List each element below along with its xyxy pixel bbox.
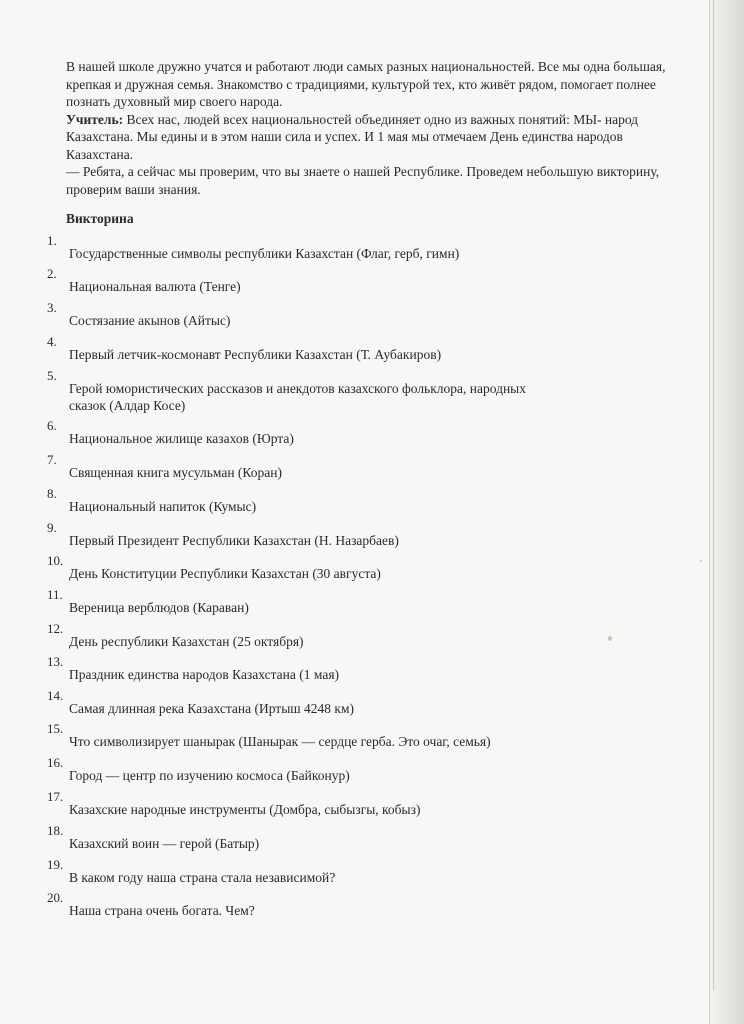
quiz-item-text: Первый Президент Республики Казахстан (Н. Назарбаев) [69, 533, 399, 548]
quiz-item-number: 12. [47, 621, 64, 636]
quiz-item-text: Священная книга мусульман (Коран) [69, 465, 282, 480]
teacher-text: Всех нас, людей всех национальностей объединяет одно из важных понятий: МЫ- народ Казахстана. Мы едины и в этом наши сила и успех. И 1 мая мы отмечаем День единства народов Казахстана. [66, 111, 639, 162]
quiz-item-text: Государственные символы республики Казахстан (Флаг, герб, гимн) [69, 246, 460, 261]
quiz-item-text: Город — центр по изучению космоса (Байконур) [69, 768, 350, 783]
quiz-item-text: Что символизирует шанырак (Шанырак — сердце герба. Это очаг, семья) [69, 734, 491, 749]
quiz-item-number: 2. [47, 266, 57, 281]
quiz-item-text: Самая длинная река Казахстана (Иртыш 4248 км) [69, 701, 355, 716]
quiz-intro-paragraph: — Ребята, а сейчас мы проверим, что вы знаете о нашей Республике. Проведем небольшую викторину, проверим ваши знания. [66, 164, 660, 197]
quiz-item-text: Праздник единства народов Казахстана (1 мая) [69, 667, 340, 682]
intro-paragraph: В нашей школе дружно учатся и работают люди самых разных национальностей. Все мы одна большая, крепкая и дружная семья. Знакомство с традициями, культурой тех, кто живёт рядом, помогает полнее познать духовный мир своего народа. [66, 59, 666, 109]
quiz-item-number: 4. [47, 334, 57, 349]
quiz-item-text: День Конституции Республики Казахстан (30 августа) [69, 566, 381, 581]
quiz-item-number: 5. [47, 368, 57, 383]
quiz-item-text: Герой юмористических рассказов и анекдотов казахского фольклора, народных сказок (Алдар Косе) [69, 381, 526, 413]
teacher-paragraph [66, 111, 676, 164]
quiz-item-number: 3. [47, 300, 57, 315]
quiz-item-number: 17. [47, 789, 64, 804]
quiz-item-text: Национальный напиток (Кумыс) [69, 499, 257, 514]
quiz-item-number: 13. [47, 654, 64, 669]
quiz-item-number: 20. [47, 890, 64, 905]
teacher-label: Учитель: [66, 111, 124, 127]
quiz-item-number: 9. [47, 520, 57, 535]
quiz-item-number: 7. [47, 452, 57, 467]
quiz-item-text: Национальное жилище казахов (Юрта) [69, 431, 294, 446]
quiz-item-number: 6. [47, 418, 57, 433]
quiz-item-number: 16. [47, 755, 64, 770]
quiz-item-text: Казахский воин — герой (Батыр) [69, 836, 260, 851]
quiz-item-number: 15. [47, 721, 64, 736]
quiz-item-number: 11. [47, 587, 63, 602]
quiz-item-text: Казахские народные инструменты (Домбра, сыбызгы, кобыз) [69, 802, 421, 817]
quiz-item-text: Вереница верблюдов (Караван) [69, 600, 249, 615]
quiz-item-text: Национальная валюта (Тенге) [69, 279, 241, 294]
quiz-item-text: День республики Казахстан (25 октября) [69, 634, 304, 649]
quiz-item-number: 8. [47, 486, 57, 501]
quiz-item-text: В каком году наша страна стала независимой? [69, 870, 336, 885]
quiz-item-text: Состязание акынов (Айтыс) [69, 313, 231, 328]
quiz-item-text: Наша страна очень богата. Чем? [69, 903, 255, 918]
intro-text [66, 58, 676, 198]
quiz-item-number: 10. [47, 553, 64, 568]
quiz-item-number: 18. [47, 823, 64, 838]
quiz-item-number: 19. [47, 857, 64, 872]
quiz-item-text: Первый летчик-космонавт Республики Казахстан (Т. Аубакиров) [69, 347, 442, 362]
quiz-item-number: 14. [47, 688, 64, 703]
quiz-item-number: 1. [47, 233, 57, 248]
quiz-heading: Викторина [66, 211, 134, 226]
